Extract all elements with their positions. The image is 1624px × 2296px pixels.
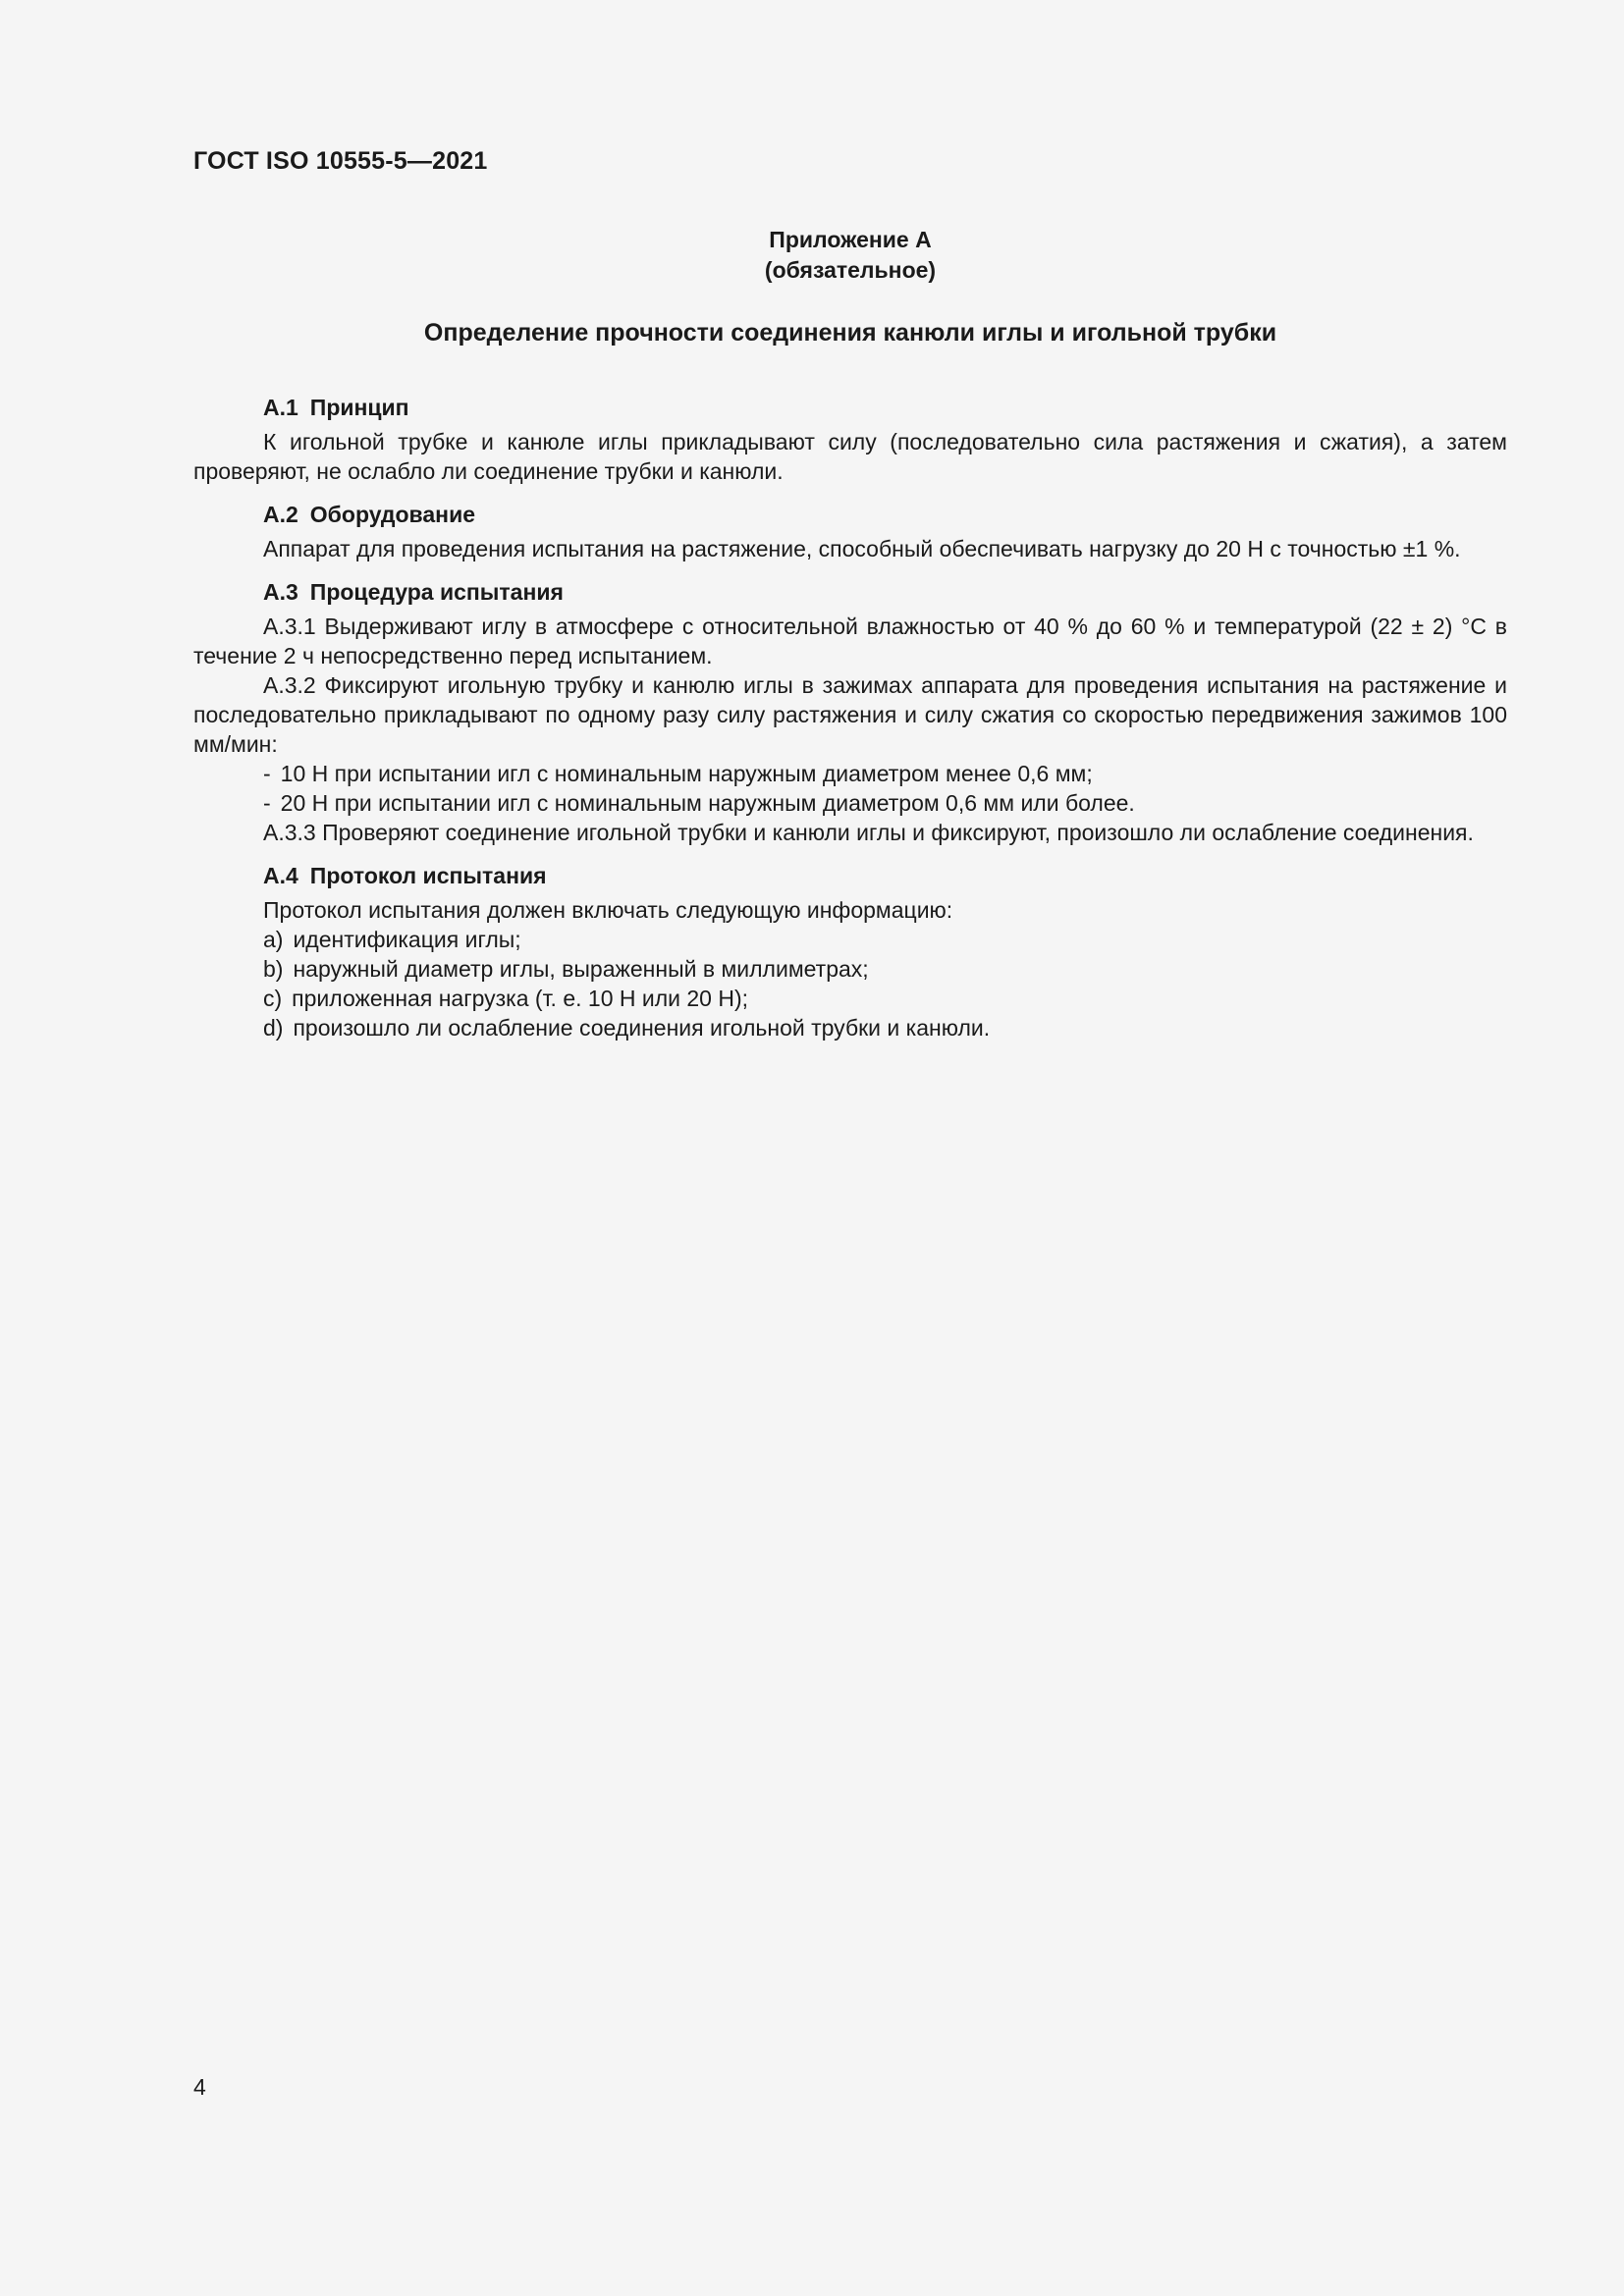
annex-title: Определение прочности соединения канюли иглы и игольной трубки bbox=[423, 319, 1277, 347]
page-number: 4 bbox=[193, 2074, 206, 2100]
list-item-text: наружный диаметр иглы, выраженный в миллиметрах; bbox=[293, 956, 869, 982]
list-marker: b) bbox=[263, 956, 284, 982]
section-number: А.4 bbox=[263, 863, 298, 888]
list-marker: d) bbox=[263, 1015, 284, 1041]
paragraph-a3-2: А.3.2 Фиксируют игольную трубку и канюлю иглы в зажимах аппарата для проведения испытания на растяжение и последовательно прикладывают по одному разу силу растяжения и силу сжатия со скоростью передвижения зажимов 100 мм/мин: bbox=[193, 672, 1507, 757]
section-title: Оборудование bbox=[309, 502, 476, 527]
list-item-text: идентификация иглы; bbox=[293, 927, 521, 952]
list-item bbox=[193, 759, 1507, 788]
list-item-text: 20 Н при испытании игл с номинальным наружным диаметром 0,6 мм или более. bbox=[280, 790, 1135, 816]
list-marker: a) bbox=[263, 927, 284, 952]
paragraph-a2: Аппарат для проведения испытания на растяжение, способный обеспечивать нагрузку до 20 Н с точностью ±1 %. bbox=[263, 536, 1461, 561]
section-heading-a4 bbox=[193, 861, 1507, 890]
list-item-text: 10 Н при испытании игл с номинальным наружным диаметром менее 0,6 мм; bbox=[280, 761, 1093, 786]
paragraph-a3-3: А.3.3 Проверяют соединение игольной трубки и канюли иглы и фиксируют, произошло ли ослабление соединения. bbox=[263, 820, 1474, 845]
list-marker: c) bbox=[263, 986, 283, 1011]
list-item bbox=[193, 954, 1507, 984]
paragraph-a3-1: А.3.1 Выдерживают иглу в атмосфере с относительной влажностью от 40 % до 60 % и температурой (22 ± 2) °С в течение 2 ч непосредственно перед испытанием. bbox=[193, 614, 1507, 668]
list-item-text: приложенная нагрузка (т. е. 10 Н или 20 Н); bbox=[292, 986, 749, 1011]
dash-marker: - bbox=[263, 790, 271, 816]
dash-marker: - bbox=[263, 761, 271, 786]
section-heading-a2 bbox=[193, 500, 1507, 529]
section-heading-a3 bbox=[193, 577, 1507, 607]
document-code-header: ГОСТ ISO 10555-5—2021 bbox=[193, 147, 488, 175]
section-number: А.1 bbox=[263, 395, 298, 420]
section-title: Принцип bbox=[309, 395, 409, 420]
list-item bbox=[193, 984, 1507, 1013]
list-item-text: произошло ли ослабление соединения игольной трубки и канюли. bbox=[293, 1015, 991, 1041]
section-number: А.3 bbox=[263, 579, 298, 605]
list-item bbox=[193, 925, 1507, 954]
section-title: Протокол испытания bbox=[309, 863, 547, 888]
section-title: Процедура испытания bbox=[309, 579, 564, 605]
document-body bbox=[193, 393, 1507, 1042]
paragraph-a1: К игольной трубке и канюле иглы прикладывают силу (последовательно сила растяжения и сжатия), а затем проверяют, не ослабло ли соединение трубки и канюли. bbox=[193, 429, 1507, 484]
paragraph-a4-intro: Протокол испытания должен включать следующую информацию: bbox=[263, 897, 953, 923]
list-item bbox=[193, 788, 1507, 818]
annex-label: Приложение А bbox=[769, 227, 932, 252]
annex-heading bbox=[193, 225, 1507, 286]
list-item bbox=[193, 1013, 1507, 1042]
section-number: А.2 bbox=[263, 502, 298, 527]
annex-status: (обязательное) bbox=[764, 257, 937, 283]
section-heading-a1 bbox=[193, 393, 1507, 422]
